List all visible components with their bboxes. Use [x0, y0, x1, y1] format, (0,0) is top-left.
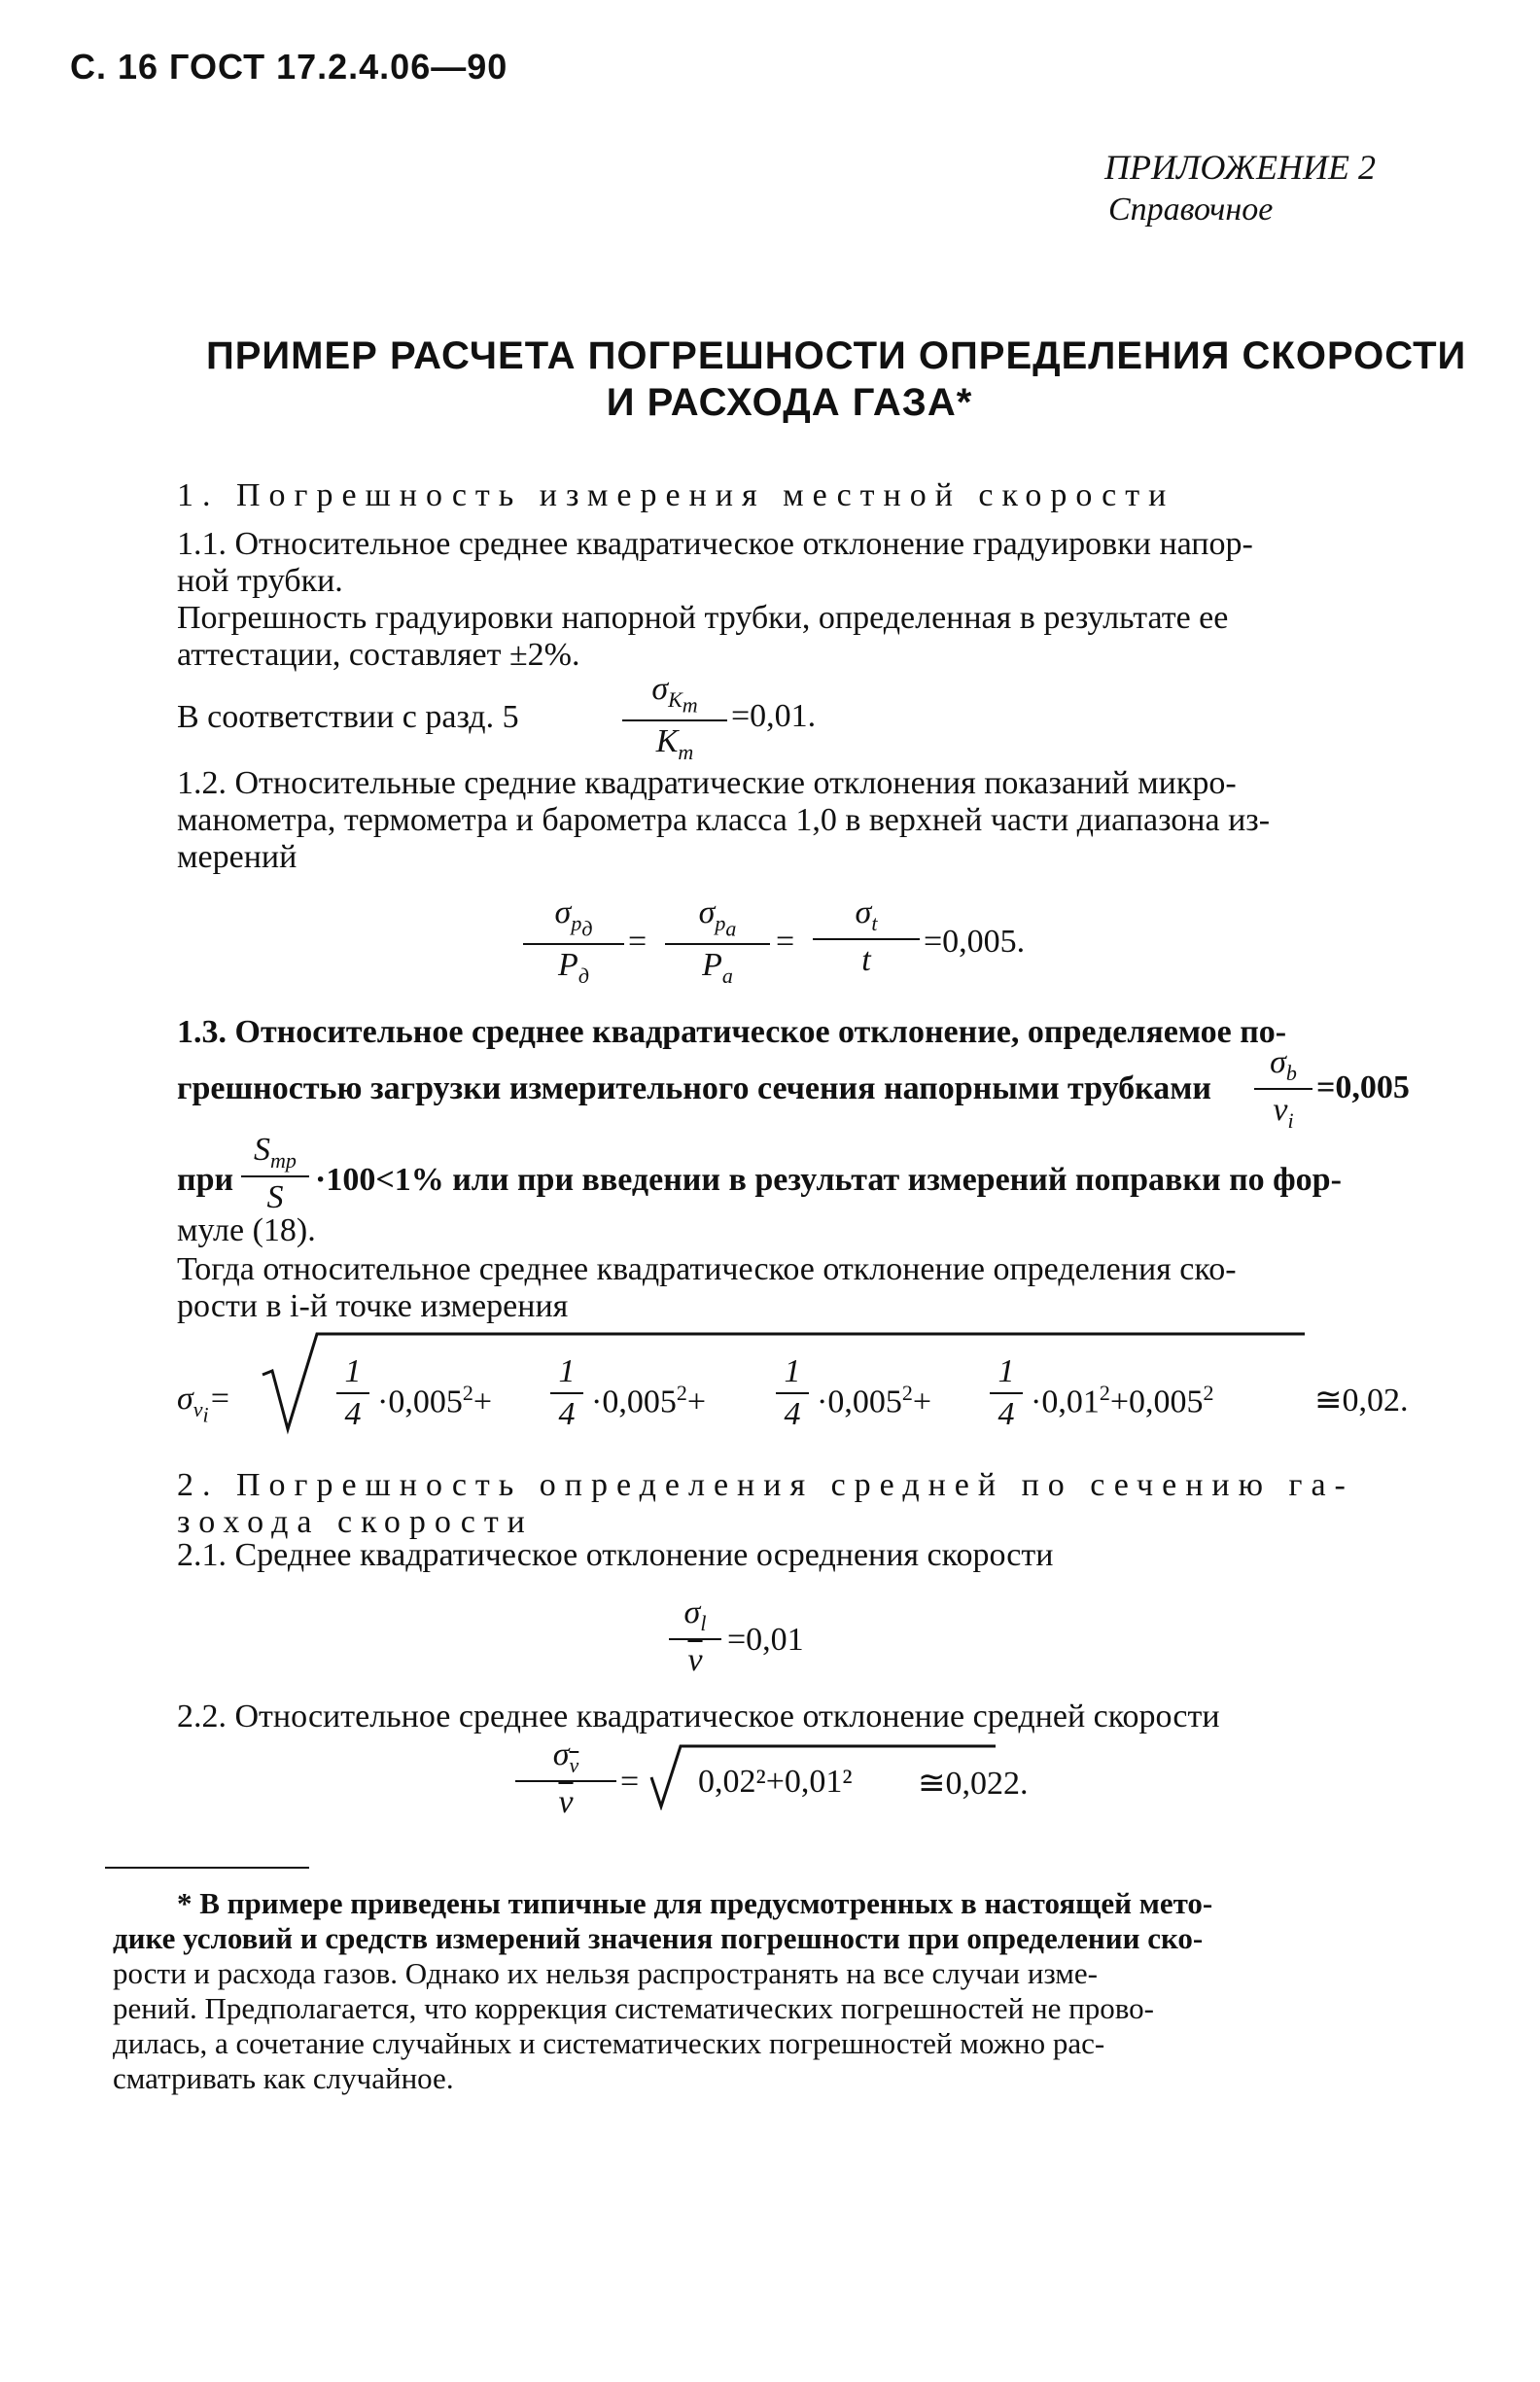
p13-line2-value: =0,005	[1316, 1069, 1410, 1105]
p12-line2: манометра, термометра и барометра класса 1,0 в верхней части диапазона из-	[177, 802, 1271, 838]
p21-equals: =0,01	[727, 1622, 804, 1658]
p13-line1: 1.3. Относительное среднее квадратическое отклонение, определяемое по-	[177, 1014, 1287, 1050]
appendix-type: Справочное	[1108, 192, 1274, 228]
footnote-line3: рости и расхода газов. Однако их нельзя распространять на все случаи изме-	[113, 1956, 1098, 1990]
footnote-line2: дике условий и средств измерений значения погрешности при определении ско-	[113, 1921, 1204, 1955]
footnote-line4: рений. Предполагается, что коррекция систематических погрешностей не прово-	[113, 1991, 1154, 2025]
term-3: $\cdot 0,005^2+$	[817, 1381, 932, 1420]
p11c-equals: =0,01.	[731, 698, 817, 734]
p11b-line2: аттестации, составляет ±2%.	[177, 637, 580, 673]
section-2-heading-line1: 2. Погрешность определения средней по сечению га-	[177, 1467, 1354, 1503]
footnote-rule	[105, 1867, 309, 1869]
section-2-heading-line2: зохода скорости	[177, 1504, 534, 1540]
p13b-line2: рости в i-й точке измерения	[177, 1288, 569, 1324]
fraction-sigma-pd: $\sigma_{p_д}$ $P_д$	[523, 894, 624, 989]
fraction-one-quarter: 1 4	[550, 1353, 583, 1433]
sigma-vi-symbol: $\sigma_{v_i}=$	[177, 1381, 231, 1427]
page-header: С. 16 ГОСТ 17.2.4.06—90	[70, 47, 508, 87]
p11-line1: 1.1. Относительное среднее квадратическое отклонение градуировки напор-	[177, 526, 1253, 562]
equals-sign: =	[628, 924, 648, 960]
p13-line2: грешностью загрузки измерительного сечения напорными трубками	[177, 1070, 1212, 1106]
fraction-bar	[622, 719, 727, 721]
fraction-str-s: $S_{тр}$ S	[241, 1132, 309, 1216]
fraction-sigma-t: $\sigma_t$ t	[813, 894, 920, 979]
fraction-sigma-l: $\frac{\sigma_l}{v}$	[669, 1594, 721, 1679]
fraction-numerator: $\sigma_{K_т}$	[651, 671, 698, 718]
doc-title-line2: И РАСХОДА ГАЗА*	[606, 381, 973, 424]
term-1: $\cdot 0,005^2+$	[377, 1381, 493, 1420]
footnote-line1: * В примере приведены типичные для предусмотренных в настоящей мето-	[177, 1886, 1213, 1920]
fraction-sigma-vbar: $\frac{\sigma_{\overline{v}}}{v}$	[515, 1736, 616, 1821]
p13b-line1: Тогда относительное среднее квадратическое отклонение определения ско-	[177, 1251, 1237, 1287]
p12-equals: =0,005.	[924, 924, 1026, 960]
p22: 2.2. Относительное среднее квадратическое отклонение средней скорости	[177, 1699, 1220, 1734]
p13-line4: муле (18).	[177, 1212, 316, 1248]
footnote-line6: сматривать как случайное.	[113, 2061, 454, 2095]
p13-line3-post: ·100<1% или при введении в результат измерений поправки по фор-	[315, 1162, 1342, 1198]
equals-sign: =	[776, 924, 795, 960]
term-4: $\cdot 0,01^2+0,005^2$	[1031, 1381, 1214, 1420]
fraction-one-quarter: 1 4	[990, 1353, 1023, 1433]
fraction-sigma-pa: $\sigma_{p_а}$ $P_а$	[665, 894, 770, 989]
p11c-lead: В соответствии с разд. 5	[177, 699, 519, 735]
appendix-label: ПРИЛОЖЕНИЕ 2	[1104, 148, 1376, 187]
p22-result: ≅0,022.	[918, 1766, 1029, 1802]
equals-sign: =	[620, 1764, 640, 1800]
formula-result: ≅0,02.	[1314, 1383, 1409, 1419]
section-1-heading: 1. Погрешность измерения местной скорости	[177, 477, 1175, 513]
p11-line2: ной трубки.	[177, 563, 343, 599]
doc-title-line1: ПРИМЕР РАСЧЕТА ПОГРЕШНОСТИ ОПРЕДЕЛЕНИЯ СКОРОСТИ	[206, 334, 1467, 377]
term-2: $\cdot 0,005^2+$	[591, 1381, 707, 1420]
p21: 2.1. Среднее квадратическое отклонение осреднения скорости	[177, 1537, 1054, 1573]
p13-line3-pre: при	[177, 1162, 234, 1198]
fraction-denominator: $K_т$	[655, 723, 694, 764]
fraction-sigma-k	[622, 671, 727, 765]
p22-radicand: 0,02²+0,01²	[698, 1764, 853, 1800]
p11b-line1: Погрешность градуировки напорной трубки, определенная в результате ее	[177, 600, 1229, 636]
footnote-line5: дилась, а сочетание случайных и систематических погрешностей можно рас-	[113, 2026, 1105, 2060]
p12-line3: мерений	[177, 839, 298, 875]
fraction-sigma-b: $\sigma_b$ $v_i$	[1254, 1044, 1312, 1134]
p12-line1: 1.2. Относительные средние квадратические отклонения показаний микро-	[177, 765, 1237, 801]
fraction-one-quarter: 1 4	[336, 1353, 369, 1433]
fraction-one-quarter: 1 4	[776, 1353, 809, 1433]
